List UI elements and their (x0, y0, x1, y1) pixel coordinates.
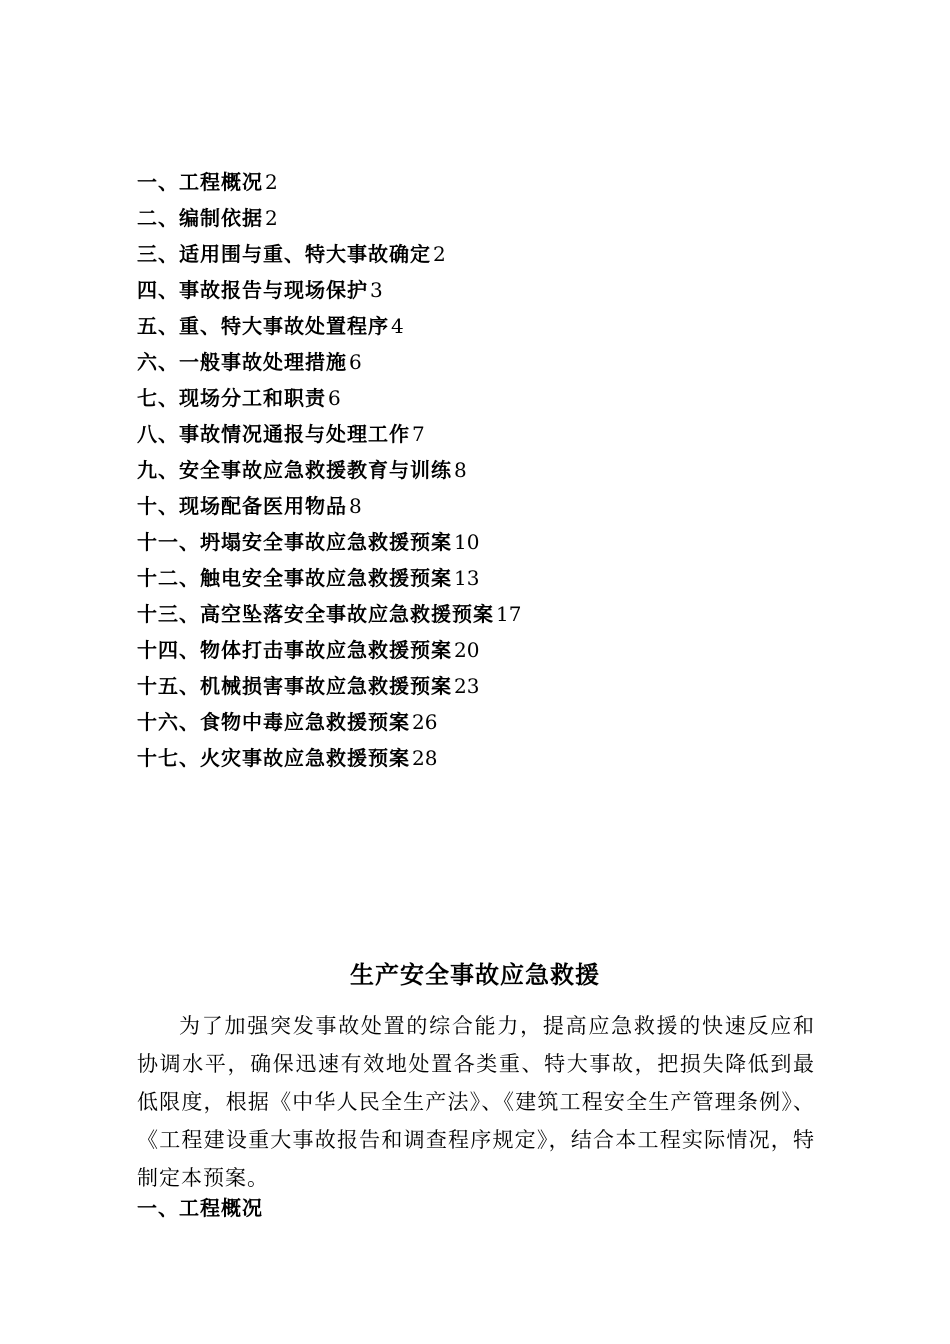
toc-item-page: 26 (412, 710, 438, 734)
toc-item[interactable] (137, 416, 837, 452)
toc-item-page: 23 (454, 674, 480, 698)
toc-item-page: 28 (412, 746, 438, 770)
toc-item-page: 6 (349, 350, 362, 374)
toc-item-page: 3 (370, 278, 383, 302)
intro-paragraph: 为了加强突发事故处置的综合能力，提高应急救援的快速反应和协调水平，确保迅速有效地处置各类重、特大事故，把损失降低到最低限度，根据《中华人民全生产法》、《建筑工程安全生产管理条例》、《工程建设重大事故报告和调查程序规定》，结合本工程实际情况，特制定本预案。 (137, 1014, 815, 1190)
toc-item-label: 十七、火灾事故应急救援预案 (137, 746, 410, 770)
toc-item-page: 7 (412, 422, 425, 446)
toc-item-page: 13 (454, 566, 480, 590)
toc-item-label: 十五、机械损害事故应急救援预案 (137, 674, 452, 698)
toc-item[interactable] (137, 164, 837, 200)
toc-item-page: 8 (349, 494, 362, 518)
toc-item-page: 17 (496, 602, 522, 626)
toc-item-label: 六、一般事故处理措施 (137, 350, 347, 374)
toc-item[interactable] (137, 488, 837, 524)
toc-item[interactable] (137, 560, 837, 596)
toc-item-label: 十六、食物中毒应急救援预案 (137, 710, 410, 734)
document-title: 生产安全事故应急救援 (350, 960, 600, 989)
toc-item[interactable] (137, 236, 837, 272)
toc-item-label: 七、现场分工和职责 (137, 386, 326, 410)
toc-item[interactable] (137, 452, 837, 488)
toc-item[interactable] (137, 632, 837, 668)
toc-item-label: 十四、物体打击事故应急救援预案 (137, 638, 452, 662)
toc-item[interactable] (137, 344, 837, 380)
toc-item-page: 20 (454, 638, 480, 662)
toc-item[interactable] (137, 668, 837, 704)
toc-item-label: 三、适用围与重、特大事故确定 (137, 242, 431, 266)
toc-item-label: 十一、坍塌安全事故应急救援预案 (137, 530, 452, 554)
toc-item-label: 十三、高空坠落安全事故应急救援预案 (137, 602, 494, 626)
toc-item-page: 6 (328, 386, 341, 410)
toc-item[interactable] (137, 596, 837, 632)
toc-item-page: 8 (454, 458, 467, 482)
toc-item-page: 2 (265, 206, 278, 230)
toc-item-label: 五、重、特大事故处置程序 (137, 314, 389, 338)
table-of-contents (137, 164, 837, 776)
toc-item-label: 一、工程概况 (137, 170, 263, 194)
toc-item-label: 十、现场配备医用物品 (137, 494, 347, 518)
toc-item[interactable] (137, 308, 837, 344)
section-heading: 一、工程概况 (137, 1196, 263, 1220)
toc-item-label: 九、安全事故应急救援教育与训练 (137, 458, 452, 482)
toc-item-label: 八、事故情况通报与处理工作 (137, 422, 410, 446)
toc-item-label: 十二、触电安全事故应急救援预案 (137, 566, 452, 590)
toc-item-label: 四、事故报告与现场保护 (137, 278, 368, 302)
toc-item[interactable] (137, 524, 837, 560)
toc-item[interactable] (137, 200, 837, 236)
toc-item[interactable] (137, 704, 837, 740)
toc-item[interactable] (137, 740, 837, 776)
toc-item[interactable] (137, 380, 837, 416)
toc-item-page: 2 (265, 170, 278, 194)
toc-item[interactable] (137, 272, 837, 308)
toc-item-page: 2 (433, 242, 446, 266)
toc-item-page: 10 (454, 530, 480, 554)
toc-item-label: 二、编制依据 (137, 206, 263, 230)
toc-item-page: 4 (391, 314, 404, 338)
